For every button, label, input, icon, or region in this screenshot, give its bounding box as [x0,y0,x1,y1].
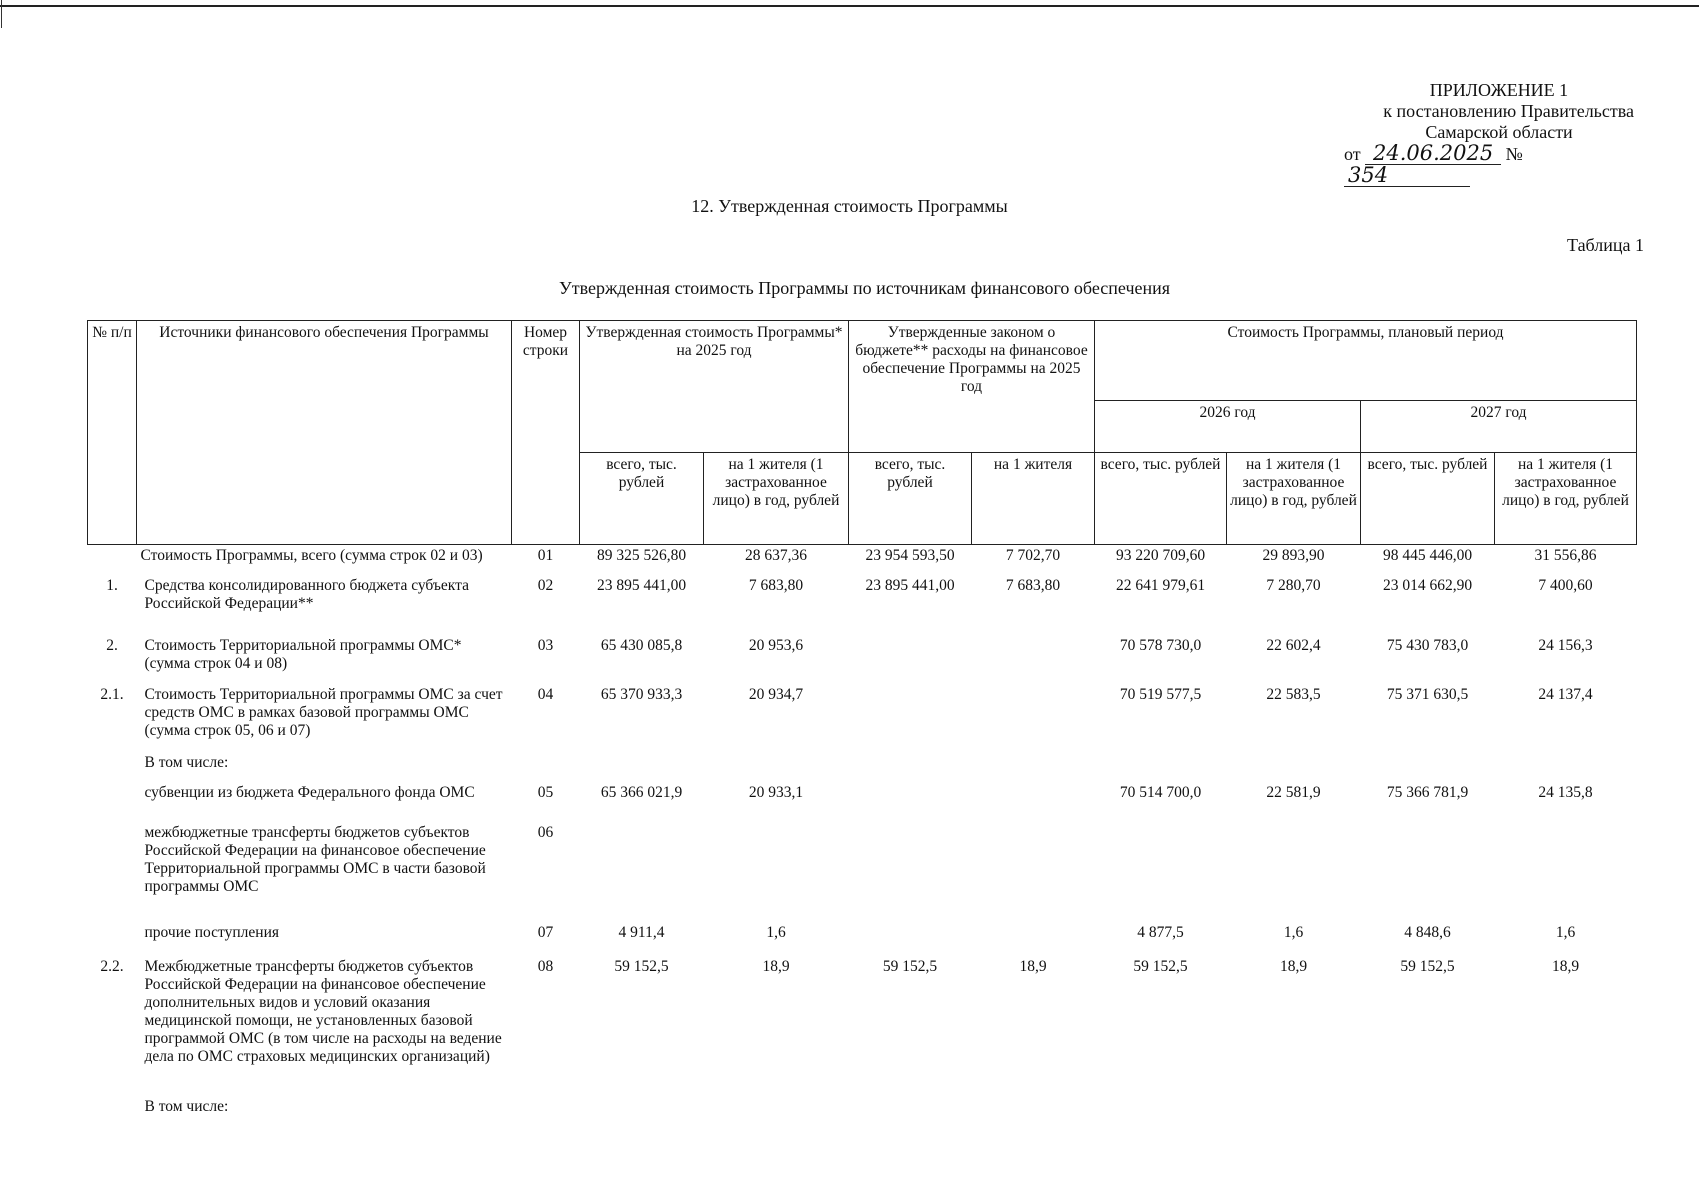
header-planned: Стоимость Программы, плановый период [1095,321,1637,401]
value-cell: 23 954 593,50 [865,547,955,564]
value-cell: 70 578 730,0 [1119,636,1202,654]
header-total: всего, тыс. рублей [849,453,972,545]
value-cell: 7 702,70 [1005,547,1061,564]
header-per-insured: на 1 жителя (1 застрахованное лицо) в год, рублей [1495,453,1637,545]
value-cell [972,922,1095,956]
value-cell [972,684,1095,752]
table-row [88,956,1637,1096]
value-cell: 23 895 441,00 [865,576,955,594]
value-cell: 22 581,9 [1266,783,1321,801]
from-label: от [1344,144,1361,164]
value-cell: 18,9 [1551,957,1580,975]
value-cell: 89 325 526,80 [596,547,687,564]
row-num: 2.2. [100,957,124,975]
cost-table [87,320,1637,1122]
table-row [88,635,1637,684]
value-cell: 22 583,5 [1266,685,1321,703]
row-code: 08 [537,957,554,975]
header-year-2027: 2027 год [1361,401,1637,453]
table-row [88,545,1637,575]
value-cell: 1,6 [766,923,786,941]
row-label: Стоимость Программы, всего (сумма строк 02 и 03) [140,547,483,564]
value-cell: 24 137,4 [1538,685,1593,703]
value-cell: 59 152,5 [1133,957,1188,975]
handwritten-date: 24.06.2025 [1365,143,1501,165]
value-cell: 1,6 [1555,923,1576,941]
value-cell: 24 135,8 [1538,783,1593,801]
empty-values [580,752,1637,782]
value-cell: 23 014 662,90 [1382,576,1473,594]
value-cell: 4 911,4 [618,923,665,941]
row-label: субвенции из бюджета Федерального фонда ОМС [144,783,475,801]
value-cell: 23 895 441,00 [596,576,687,594]
value-cell [849,782,972,822]
appendix-date-row [1304,143,1634,187]
table-row [88,922,1637,956]
empty-values [580,1096,1637,1122]
value-cell: 7 400,60 [1538,576,1593,594]
table-row [88,684,1637,752]
table-title: Утвержденная стоимость Программы по источникам финансового обеспечения [558,278,1171,298]
value-cell [972,782,1095,822]
header-source: Источники финансового обеспечения Программы [137,321,512,545]
row-num [88,822,137,922]
value-cell: 4 877,5 [1137,923,1184,941]
section-title: 12. Утвержденная стоимость Программы [691,196,1008,216]
value-cell: 20 933,1 [748,783,804,801]
header-budget-law: Утвержденные законом о бюджете** расходы на финансовое обеспечение Программы на 2025 год [849,321,1095,453]
value-cell: 70 514 700,0 [1119,783,1202,801]
row-num: 2.1. [100,685,124,703]
value-cell: 18,9 [762,957,790,975]
value-cell [972,635,1095,684]
value-cell: 7 280,70 [1266,576,1321,594]
appendix-region: Самарской области [1425,122,1573,142]
value-cell: 59 152,5 [882,957,938,975]
header-per-insured: на 1 жителя (1 застрахованное лицо) в год, рублей [704,453,849,545]
value-cell: 24 156,3 [1538,636,1593,654]
row-code: 05 [537,783,554,801]
row-label: В том числе: [144,753,229,771]
table-row [88,782,1637,822]
row-label: Средства консолидированного бюджета субъекта Российской Федерации** [144,576,469,612]
value-cell: 29 893,90 [1262,547,1325,564]
table-label: Таблица 1 [1567,235,1644,255]
value-cell: 18,9 [1019,957,1047,975]
row-label: прочие поступления [144,923,279,941]
row-code: 06 [537,823,554,841]
table-row [88,822,1637,922]
row-code: 04 [537,685,554,703]
value-cell: 65 370 933,3 [600,685,683,703]
row-label: межбюджетные трансферты бюджетов субъектов Российской Федерации на финансовое обеспечение Территориальной программы ОМС в части базовой программы ОМС [144,823,486,895]
header-year-2026: 2026 год [1095,401,1361,453]
row-label: В том числе: [144,1097,229,1115]
value-cell: 70 519 577,5 [1119,685,1202,703]
left-edge-line [1,0,2,28]
value-cell: 31 556,86 [1534,547,1597,564]
value-cell: 7 683,80 [1005,576,1061,594]
header-total: всего, тыс. рублей [1095,453,1227,545]
value-cell: 75 430 783,0 [1386,636,1469,654]
top-border-line [0,5,1699,7]
value-cell [849,684,972,752]
row-code [512,1096,580,1122]
table-row [88,1096,1637,1122]
row-num [88,1096,137,1122]
value-cell: 22 602,4 [1266,636,1321,654]
value-cell [849,635,972,684]
value-cell: 22 641 979,61 [1115,576,1206,594]
row-num [88,752,137,782]
row-label: Стоимость Территориальной программы ОМС за счет средств ОМС в рамках базовой программы ОМС (сумма строк 05, 06 и 07) [144,685,503,739]
value-cell [849,922,972,956]
row-num [88,922,137,956]
table-row [88,752,1637,782]
row-label: Межбюджетные трансферты бюджетов субъектов Российской Федерации на финансовое обеспечение дополнительных видов и условий оказания медицинской помощи, не установленных базовой программой ОМС (в том числе на расходы на ведение дела по ОМС страховых медицинских организаций) [144,957,502,1065]
value-cell: 75 371 630,5 [1386,685,1469,703]
row-num: 1. [106,576,118,594]
value-cell: 28 637,36 [745,547,807,564]
row-num [88,782,137,822]
value-cell: 7 683,80 [748,576,804,594]
row-code: 03 [537,636,554,654]
value-cell: 75 366 781,9 [1386,783,1469,801]
header-total: всего, тыс. рублей [1361,453,1495,545]
row-code: 01 [537,547,554,564]
value-cell: 18,9 [1279,957,1308,975]
appendix-block [1304,80,1634,187]
value-cell: 65 430 085,8 [600,636,683,654]
value-cell: 20 934,7 [748,685,804,703]
value-cell: 59 152,5 [1400,957,1455,975]
value-cell: 20 953,6 [748,636,804,654]
value-cell: 4 848,6 [1404,923,1451,941]
header-total: всего, тыс. рублей [580,453,704,545]
value-cell: 1,6 [1283,923,1304,941]
value-cell: 59 152,5 [614,957,669,975]
row-num: 2. [106,636,118,654]
value-cell: 65 366 021,9 [600,783,683,801]
table-row [88,575,1637,635]
value-cell: 98 445 446,00 [1382,547,1473,564]
value-cell: 93 220 709,60 [1115,547,1206,564]
appendix-title: ПРИЛОЖЕНИЕ 1 [1429,80,1569,100]
row-label: Стоимость Территориальной программы ОМС* (сумма строк 04 и 08) [144,636,462,672]
header-per-capita: на 1 жителя [972,453,1095,545]
handwritten-number: 354 [1344,165,1470,187]
row-code [512,752,580,782]
empty-values [580,822,1637,922]
header-num: № п/п [88,321,137,545]
header-approved: Утвержденная стоимость Программы* на 2025 год [580,321,849,453]
header-row-code: Номер строки [512,321,580,545]
row-num [88,545,137,575]
row-code: 02 [537,576,554,594]
row-code: 07 [537,923,554,941]
number-label: № [1505,144,1523,164]
header-per-insured: на 1 жителя (1 застрахованное лицо) в год, рублей [1227,453,1361,545]
appendix-resolution: к постановлению Правительства [1383,101,1634,121]
